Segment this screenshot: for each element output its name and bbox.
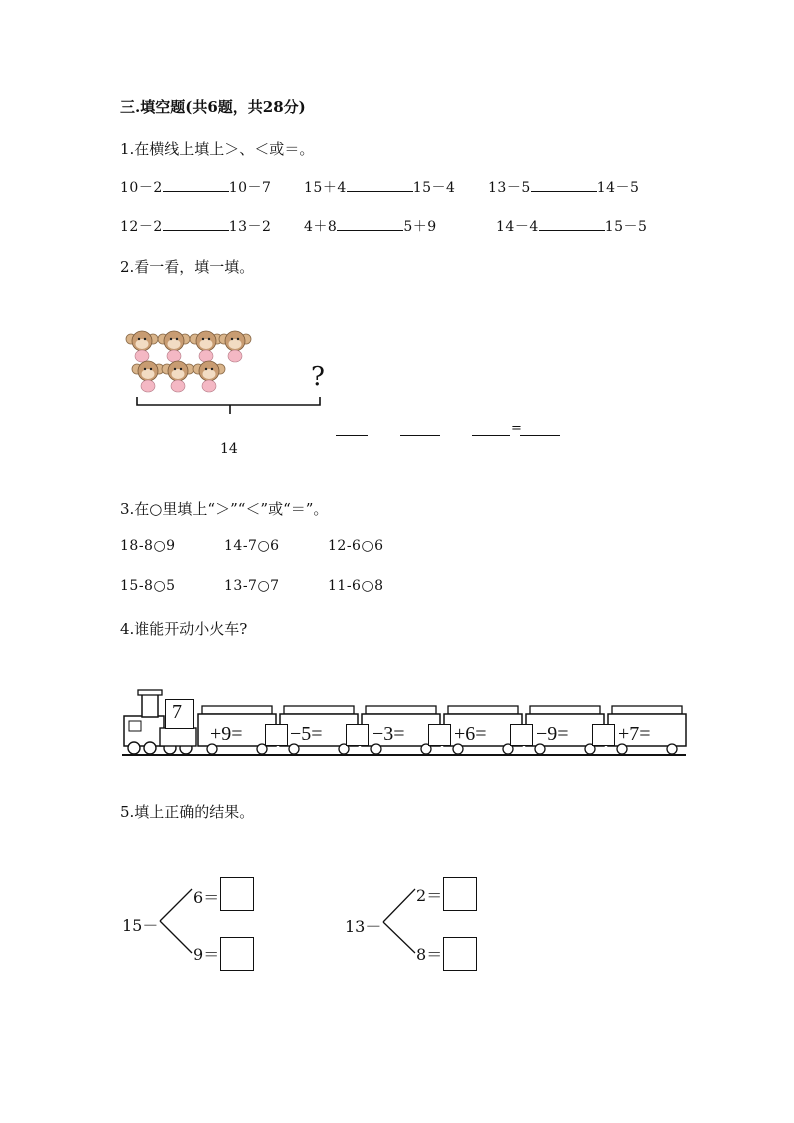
answer-blank[interactable] — [337, 216, 403, 231]
answer-box[interactable] — [443, 937, 477, 971]
q1-right: 10－7 — [228, 180, 272, 196]
compare-item[interactable]: 11-6○8 — [328, 578, 384, 594]
answer-blank[interactable] — [539, 216, 605, 231]
answer-blank[interactable] — [163, 216, 229, 231]
q1-right: 15－5 — [604, 219, 648, 235]
answer-blank[interactable] — [336, 435, 368, 436]
q4-title: 4.谁能开动小火车? — [120, 620, 248, 638]
q1-right: 13－2 — [228, 219, 272, 235]
train-wheel — [667, 744, 677, 754]
answer-blank[interactable] — [520, 435, 560, 436]
q1-item — [120, 177, 271, 197]
q3-title: 3.在○里填上“＞”“＜”或“＝”。 — [120, 500, 329, 518]
train-car-label: +6= — [454, 723, 487, 745]
q1-title: 1.在横线上填上＞、＜或＝。 — [120, 140, 315, 158]
answer-box[interactable] — [592, 724, 615, 746]
q1-left: 4＋8 — [304, 219, 338, 235]
branch-top: 2＝ — [416, 886, 443, 905]
q1-item — [304, 177, 455, 197]
question-mark: ? — [311, 362, 325, 392]
monkeys-illustration — [120, 325, 330, 415]
train-car-roof — [284, 706, 354, 714]
compare-item[interactable]: 15-8○5 — [120, 578, 176, 594]
total-label: 14 — [220, 441, 238, 457]
q2-title: 2.看一看，填一填。 — [120, 258, 255, 276]
train-illustration — [120, 688, 688, 758]
tree-start: 15－ — [122, 916, 159, 935]
train-car-label: −9= — [536, 723, 569, 745]
train-car-label: +7= — [618, 723, 651, 745]
train-car-roof — [530, 706, 600, 714]
answer-box[interactable] — [510, 724, 533, 746]
answer-box[interactable] — [346, 724, 369, 746]
equals-sign: = — [511, 421, 522, 436]
q1-left: 12－2 — [120, 219, 163, 235]
branch-lines — [158, 885, 194, 957]
answer-blank[interactable] — [531, 177, 597, 192]
q1-item — [496, 216, 647, 236]
section-title: 三.填空题(共6题，共28分) — [120, 98, 306, 116]
train-car-label: −5= — [290, 723, 323, 745]
q1-left: 14－4 — [496, 219, 539, 235]
compare-item[interactable]: 13-7○7 — [224, 578, 280, 594]
branch-bottom: 9＝ — [193, 945, 220, 964]
answer-blank[interactable] — [472, 435, 510, 436]
answer-box[interactable] — [443, 877, 477, 911]
branch-lines — [381, 885, 417, 957]
train-car-label: +9= — [210, 723, 243, 745]
compare-item[interactable]: 18-8○9 — [120, 538, 176, 554]
q1-item — [304, 216, 437, 236]
train-car-roof — [202, 706, 272, 714]
q1-item — [120, 216, 271, 236]
branch-bottom: 8＝ — [416, 945, 443, 964]
answer-blank[interactable] — [163, 177, 229, 192]
compare-item[interactable]: 12-6○6 — [328, 538, 384, 554]
train-car-roof — [612, 706, 682, 714]
answer-box[interactable] — [265, 724, 288, 746]
answer-blank[interactable] — [400, 435, 440, 436]
engine-number: 7 — [172, 701, 182, 723]
tree-start: 13－ — [345, 917, 382, 936]
train-car-roof — [448, 706, 518, 714]
answer-blank[interactable] — [347, 177, 413, 192]
train-car-label: −3= — [372, 723, 405, 745]
branch-top: 6＝ — [193, 888, 220, 907]
answer-box[interactable] — [220, 877, 254, 911]
q1-right: 15－4 — [412, 180, 456, 196]
train-car-roof — [366, 706, 436, 714]
q1-left: 10－2 — [120, 180, 163, 196]
q1-right: 5＋9 — [403, 219, 437, 235]
q5-title: 5.填上正确的结果。 — [120, 803, 255, 821]
q1-right: 14－5 — [596, 180, 640, 196]
q1-left: 15＋4 — [304, 180, 347, 196]
answer-box[interactable] — [220, 937, 254, 971]
q1-left: 13－5 — [488, 180, 531, 196]
answer-box[interactable] — [428, 724, 451, 746]
compare-item[interactable]: 14-7○6 — [224, 538, 280, 554]
q1-item — [488, 177, 639, 197]
